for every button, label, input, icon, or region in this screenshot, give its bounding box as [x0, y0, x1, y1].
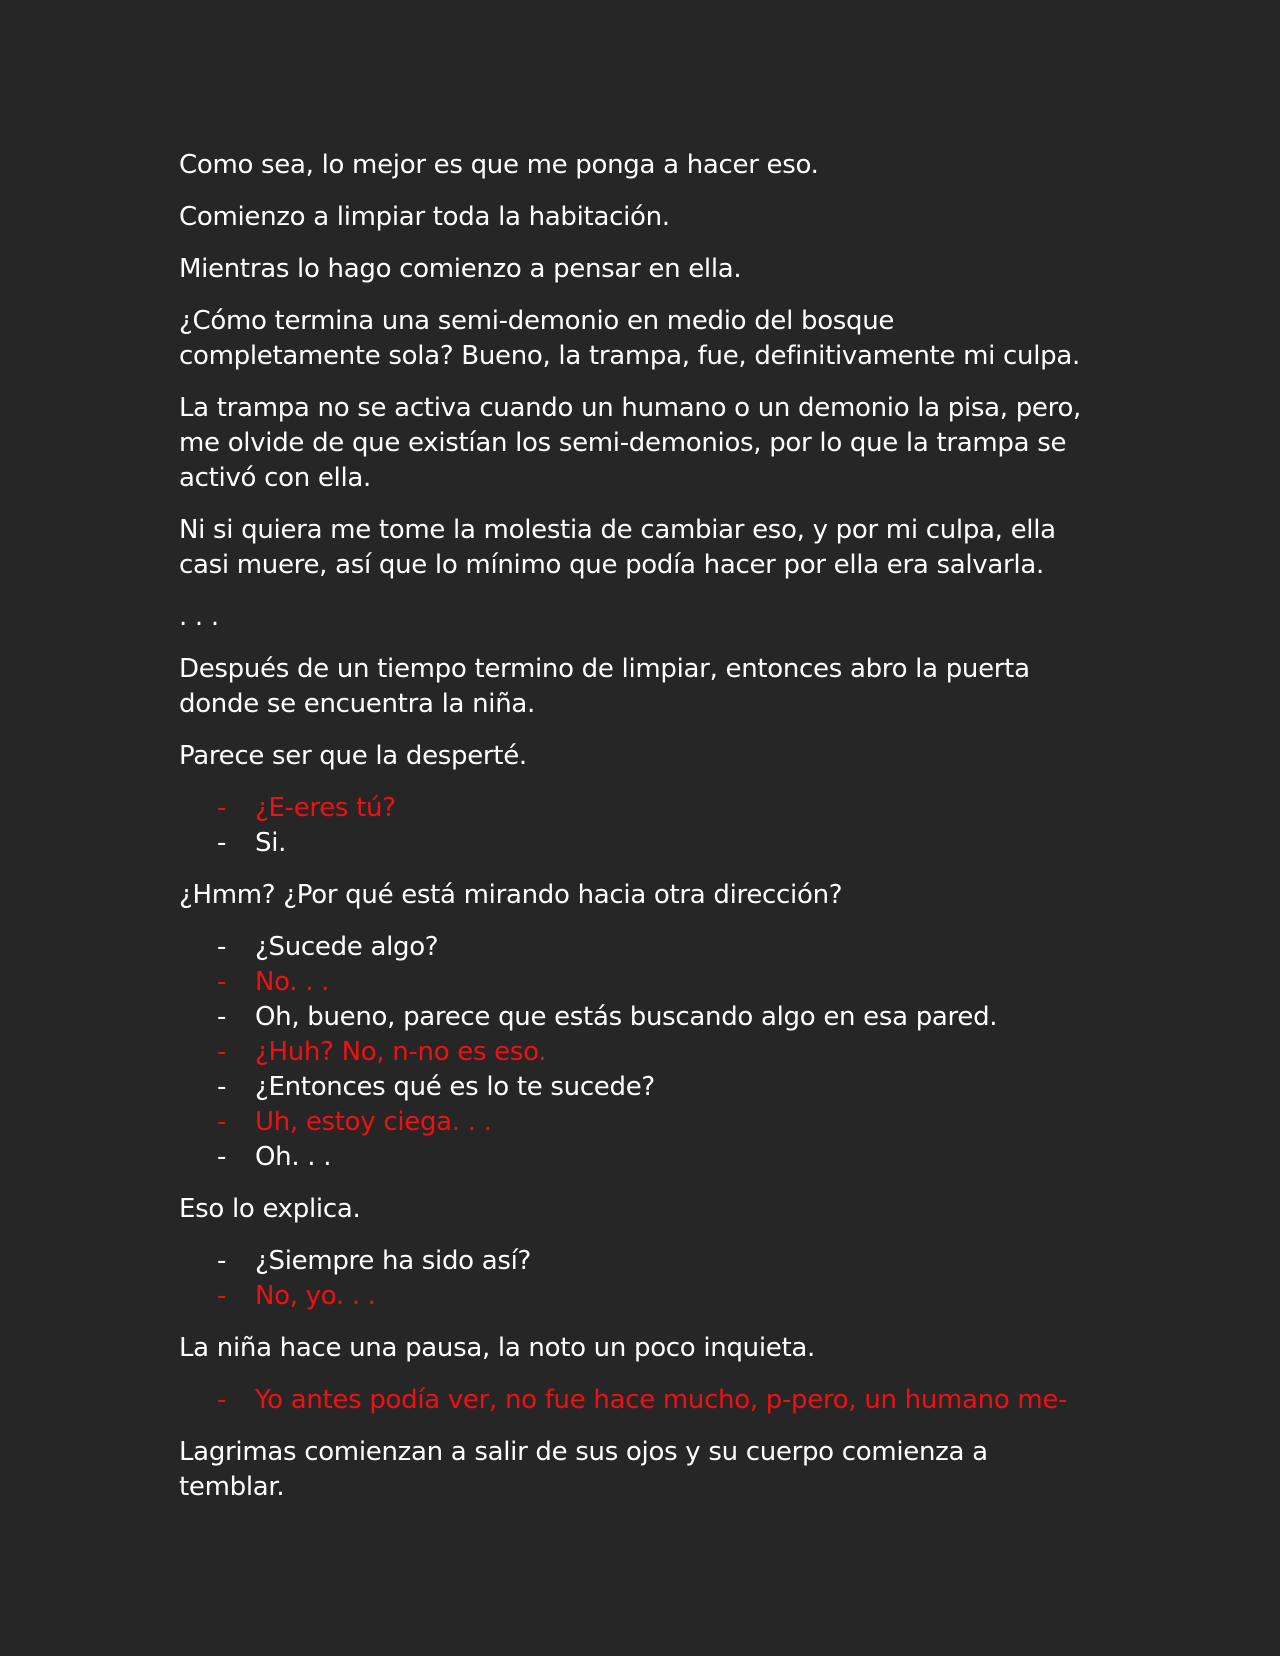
- paragraph: Como sea, lo mejor es que me ponga a hacer eso.: [179, 150, 819, 180]
- paragraph: Eso lo explica.: [179, 1194, 361, 1224]
- dialogue-dash: -: [217, 828, 227, 858]
- dialogue-dash: -: [217, 793, 227, 823]
- dialogue-dash: -: [217, 932, 227, 962]
- dialogue-line-girl: [179, 965, 1099, 1000]
- dialogue-line-narrator: [179, 930, 1099, 965]
- paragraph: Después de un tiempo termino de limpiar, entonces abro la puerta donde se encuentra la niña.: [179, 654, 1030, 719]
- dialogue-dash: -: [217, 1246, 227, 1276]
- dialogue-dash: -: [217, 1385, 227, 1415]
- dialogue-dash: -: [217, 1281, 227, 1311]
- dialogue-text: No, yo. . .: [255, 1281, 376, 1311]
- dialogue-text: No. . .: [255, 967, 330, 997]
- dialogue-text: Uh, estoy ciega. . .: [255, 1107, 492, 1137]
- paragraph: ¿Hmm? ¿Por qué está mirando hacia otra dirección?: [179, 880, 843, 910]
- paragraph: Comienzo a limpiar toda la habitación.: [179, 202, 670, 232]
- dialogue-line-girl: [179, 1279, 1099, 1314]
- dialogue-line-narrator: [179, 1244, 1099, 1279]
- dialogue-dash: -: [217, 1107, 227, 1137]
- dialogue-line-narrator: [179, 1140, 1099, 1175]
- dialogue-dash: -: [217, 967, 227, 997]
- scene-break: . . .: [179, 602, 219, 632]
- dialogue-block: [179, 1383, 1099, 1418]
- dialogue-text: Si.: [255, 828, 287, 858]
- dialogue-block: [179, 791, 1099, 861]
- paragraph: Mientras lo hago comienzo a pensar en ella.: [179, 254, 742, 284]
- paragraph: Lagrimas comienzan a salir de sus ojos y su cuerpo comienza a temblar.: [179, 1437, 988, 1502]
- dialogue-text: ¿Siempre ha sido así?: [255, 1246, 532, 1276]
- dialogue-line-girl: [179, 1035, 1099, 1070]
- paragraph: La trampa no se activa cuando un humano o un demonio la pisa, pero, me olvide de que existían los semi-demonios, por lo que la trampa se activó con ella.: [179, 393, 1082, 493]
- dialogue-text: Yo antes podía ver, no fue hace mucho, p-pero, un humano me-: [255, 1385, 1068, 1415]
- dialogue-text: Oh. . .: [255, 1142, 332, 1172]
- paragraph: Parece ser que la desperté.: [179, 741, 527, 771]
- dialogue-text: ¿E-eres tú?: [255, 793, 396, 823]
- dialogue-block: [179, 930, 1099, 1175]
- dialogue-dash: -: [217, 1072, 227, 1102]
- paragraph: La niña hace una pausa, la noto un poco inquieta.: [179, 1333, 815, 1363]
- dialogue-text: ¿Huh? No, n-no es eso.: [255, 1037, 547, 1067]
- story-text: [179, 148, 1099, 1522]
- paragraph: ¿Cómo termina una semi-demonio en medio del bosque completamente sola? Bueno, la trampa, fue, definitivamente mi culpa.: [179, 306, 1080, 371]
- dialogue-line-girl: [179, 1105, 1099, 1140]
- dialogue-text: Oh, bueno, parece que estás buscando algo en esa pared.: [255, 1002, 998, 1032]
- dialogue-text: ¿Sucede algo?: [255, 932, 439, 962]
- paragraph: Ni si quiera me tome la molestia de cambiar eso, y por mi culpa, ella casi muere, así que lo mínimo que podía hacer por ella era salvarla.: [179, 515, 1056, 580]
- dialogue-text: ¿Entonces qué es lo te sucede?: [255, 1072, 655, 1102]
- dialogue-line-girl: [179, 1383, 1099, 1418]
- dialogue-line-narrator: [179, 826, 1099, 861]
- dialogue-block: [179, 1244, 1099, 1314]
- dialogue-dash: -: [217, 1002, 227, 1032]
- dialogue-dash: -: [217, 1037, 227, 1067]
- dialogue-line-narrator: [179, 1070, 1099, 1105]
- dialogue-line-girl: [179, 791, 1099, 826]
- dialogue-dash: -: [217, 1142, 227, 1172]
- dialogue-line-narrator: [179, 1000, 1099, 1035]
